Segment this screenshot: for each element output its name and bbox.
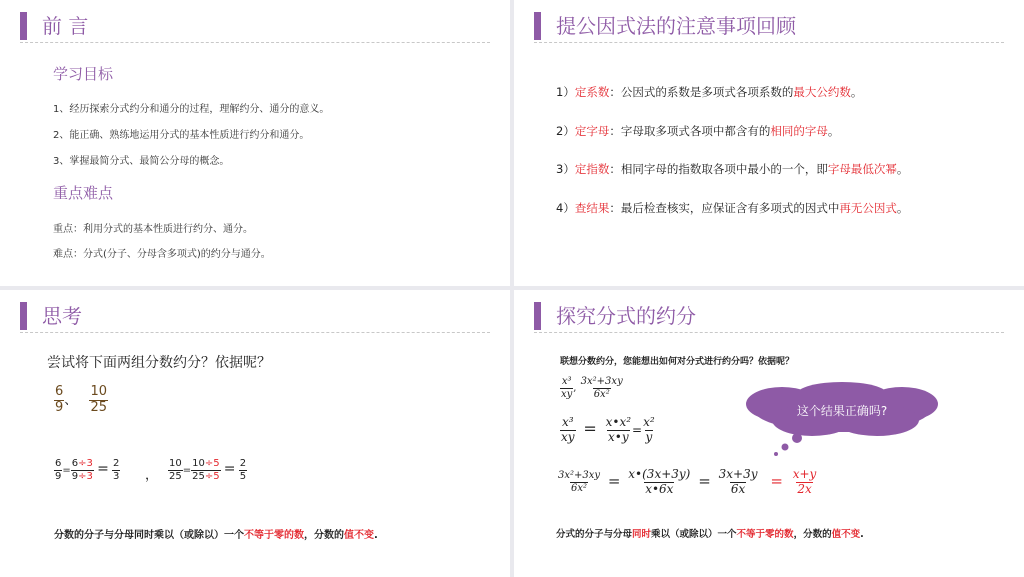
goal-item: 1、经历探索分式约分和通分的过程，理解约分、通分的意义。 (53, 104, 330, 115)
fraction-rule: 分式的分子与分母同时乘以（或除以）一个不等于零的数，分数的值不变. (556, 529, 864, 540)
slide-think (0, 290, 510, 577)
title-accent-bar (20, 12, 27, 40)
fraction-equation-1: $\frac{6}{9}$ = $\frac{6\div 3}{9\div 3}$ = $\frac{2}{3}$ (55, 458, 120, 482)
review-item: 2）定字母：字母取多项式各项中都含有的相同的字母。 (556, 124, 840, 138)
fraction-group: $\frac{6}{9}$ 、 $\frac{10}{25}$ (55, 384, 107, 415)
slide-preface (0, 0, 510, 286)
bubble-text: 这个结果正确吗? (796, 404, 888, 418)
key-point: 重点：利用分式的基本性质进行约分、通分。 (53, 224, 253, 235)
slide-header (534, 10, 1004, 43)
title-accent-bar (534, 12, 541, 40)
review-item: 1）定系数：公因式的系数是多项式各项系数的最大公约数。 (556, 85, 863, 99)
goal-item: 3、掌握最简分式、最简公分母的概念。 (53, 156, 230, 167)
question-text: 尝试将下面两组分数约分？依据呢？ (47, 355, 271, 371)
reduction-2: $\frac{\text{3x²+3xy}}{\text{6x²}}$ = $\frac{x•(3x+3y)}{x•6x}$ = $\frac{3x+3y}{6x}$ = $\frac{x+y}{2x}$ (558, 467, 817, 496)
title-accent-bar (534, 302, 541, 330)
slide-header (534, 300, 1004, 333)
difficulty-point: 难点：分式(分子、分母含多项式)的约分与通分。 (53, 249, 271, 260)
thought-bubble (742, 382, 942, 462)
slide-review (514, 0, 1024, 286)
goals-heading: 学习目标 (53, 65, 114, 83)
goal-item: 2、能正确、熟练地运用分式的基本性质进行约分和通分。 (53, 130, 310, 141)
review-item: 3）定指数：相同字母的指数取各项中最小的一个，即字母最低次幂。 (556, 162, 909, 176)
fraction-equation-2: $\frac{10}{25}$ = $\frac{10\div 5}{25\div 5}$ = $\frac{2}{5}$ (169, 458, 247, 482)
given-fractions: $\frac{\text{x³}}{xy}$ , $\frac{\text{3x²+3xy}}{\text{6x²}}$ (561, 376, 623, 400)
slide-header (20, 300, 490, 333)
slide-title: 提公因式法的注意事项回顾 (556, 14, 796, 38)
key-points-heading: 重点难点 (53, 184, 114, 202)
fraction-rule: 分数的分子与分母同时乘以（或除以）一个不等于零的数，分数的值不变. (54, 530, 378, 541)
comma: ， (145, 468, 159, 483)
slide-title: 思考 (42, 304, 82, 328)
prompt-text: 联想分数约分，您能想出如何对分式进行约分吗？依据呢？ (560, 357, 795, 367)
title-accent-bar (20, 302, 27, 330)
slide-title: 前 言 (42, 14, 89, 38)
slide-title: 探究分式的约分 (556, 304, 696, 328)
review-item: 4）查结果：最后检查核实，应保证含有多项式的因式中再无公因式。 (556, 201, 909, 215)
reduction-1: $\frac{\text{x³}}{xy}$ = $\frac{\text{x•x²}}{x•y}$ = $\frac{\text{x²}}{y}$ (561, 415, 655, 444)
slide-explore (514, 290, 1024, 577)
slide-header (20, 10, 490, 43)
